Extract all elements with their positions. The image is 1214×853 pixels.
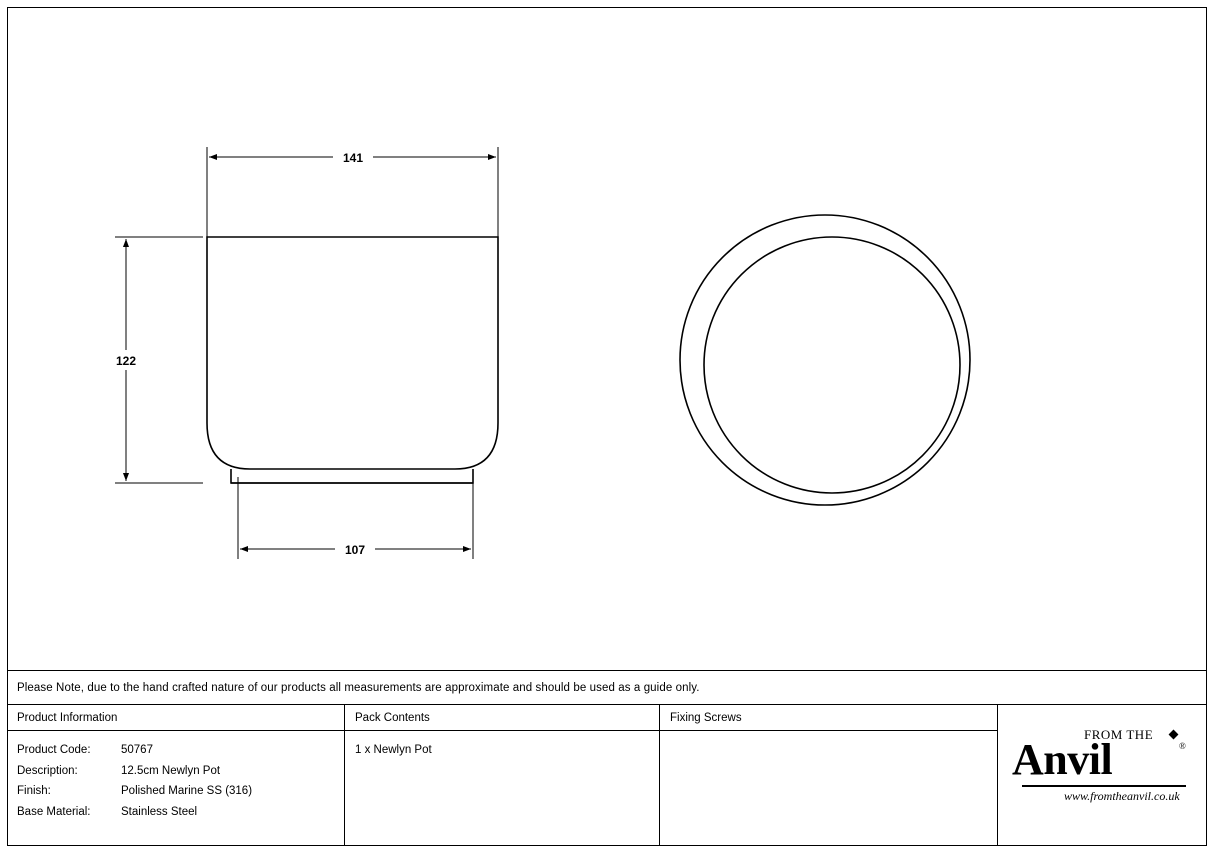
dimension-width-base xyxy=(238,477,473,559)
dimension-width-top-label: 141 xyxy=(342,151,364,165)
dimension-height-left-label: 122 xyxy=(115,354,137,368)
pack-contents-column xyxy=(345,705,660,846)
logo-column xyxy=(998,705,1207,846)
fixing-screws-header: Fixing Screws xyxy=(660,705,997,731)
measurement-note-text: Please Note, due to the hand crafted nature of our products all measurements are approximate and should be used as a guide only. xyxy=(17,681,700,694)
plan-view-circle xyxy=(680,215,970,505)
pack-contents-item: 1 x Newlyn Pot xyxy=(355,744,432,756)
dimension-width-top xyxy=(207,147,498,243)
logo-from-the-text: FROM THE xyxy=(1084,727,1154,742)
info-table xyxy=(7,705,1207,846)
measurement-note-row xyxy=(7,670,1207,705)
fixing-screws-body xyxy=(660,731,997,740)
drawing-area xyxy=(7,7,1207,670)
logo-anvil-text: Anvil xyxy=(1012,735,1113,784)
spec-value-finish: Polished Marine SS (316) xyxy=(121,785,253,797)
brand-logo xyxy=(998,705,1207,846)
pack-contents-header: Pack Contents xyxy=(345,705,659,731)
spec-value-description: 12.5cm Newlyn Pot xyxy=(121,764,221,777)
logo-url-text: www.fromtheanvil.co.uk xyxy=(1064,789,1180,803)
spec-label-description: Description: xyxy=(17,764,78,777)
logo-diamond-icon xyxy=(1169,730,1179,740)
logo-registered-mark: ® xyxy=(1179,741,1186,751)
spec-label-finish: Finish: xyxy=(17,785,51,797)
product-information-header: Product Information xyxy=(7,705,344,731)
front-elevation-outline xyxy=(207,237,498,483)
dimension-height-left xyxy=(107,237,203,483)
spec-row-description xyxy=(17,761,334,782)
spec-value-product-code: 50767 xyxy=(121,744,153,756)
dimension-width-base-label: 107 xyxy=(344,543,366,557)
spec-row-product-code xyxy=(17,740,334,761)
spec-value-base-material: Stainless Steel xyxy=(121,805,198,818)
fixing-screws-column xyxy=(660,705,998,846)
spec-row-finish xyxy=(17,781,334,802)
spec-label-base-material: Base Material: xyxy=(17,805,91,818)
spec-label-product-code: Product Code: xyxy=(17,744,91,756)
pack-contents-body xyxy=(345,731,659,761)
product-information-column xyxy=(7,705,345,846)
logo-divider xyxy=(1022,785,1186,787)
product-information-body xyxy=(7,731,344,822)
drawing-svg xyxy=(7,7,1207,670)
spec-row-base-material xyxy=(17,802,334,823)
